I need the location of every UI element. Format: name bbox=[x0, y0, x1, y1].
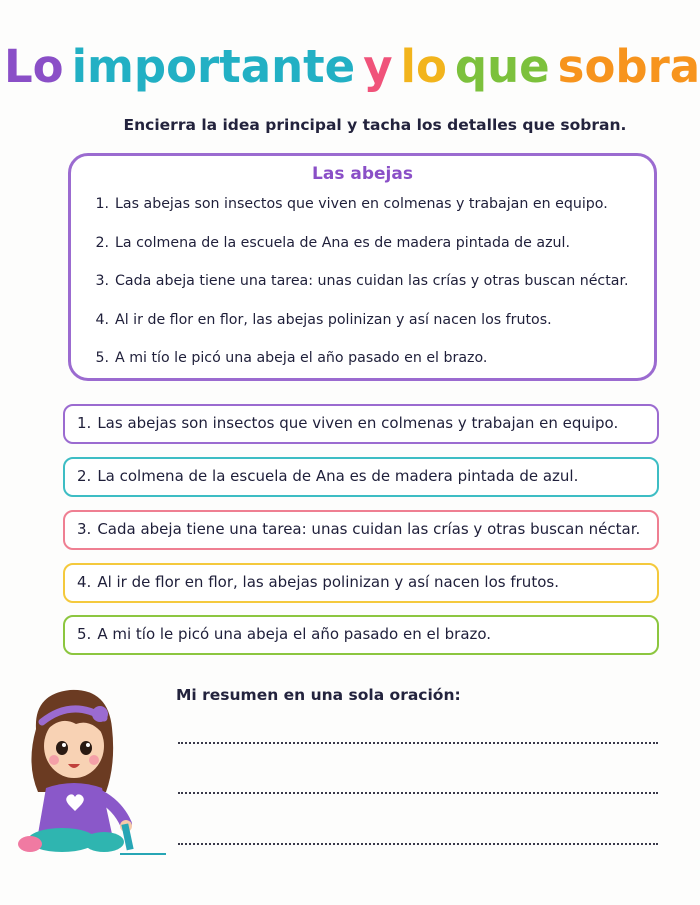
sentence-text: A mi tío le picó una abeja el año pasado en el brazo. bbox=[97, 625, 492, 643]
story-sentence bbox=[87, 192, 629, 231]
sentence-number: 5. bbox=[95, 350, 109, 366]
sentence-number: 1. bbox=[95, 196, 109, 212]
sentence-box-4[interactable] bbox=[63, 563, 659, 603]
sentence-number: 4. bbox=[95, 311, 109, 328]
sentence-number: 2. bbox=[95, 234, 109, 251]
sentence-number: 4. bbox=[77, 573, 92, 591]
sentence-text: Al ir de flor en flor, las abejas polinizan y así nacen los frutos. bbox=[97, 573, 559, 591]
sentence-text: Cada abeja tiene una tarea: unas cuidan las crías y otras buscan néctar. bbox=[97, 520, 641, 538]
summary-line-1[interactable] bbox=[178, 742, 658, 744]
sentence-number: 1. bbox=[77, 414, 92, 432]
title-word-6: sobra bbox=[557, 40, 700, 93]
title-word-1: Lo bbox=[4, 40, 64, 93]
sentence-number: 3. bbox=[95, 273, 109, 289]
instructions: Encierra la idea principal y tacha los detalles que sobran. bbox=[123, 116, 627, 134]
title-word-4: lo bbox=[400, 40, 447, 93]
sentence-box-3[interactable] bbox=[63, 510, 659, 550]
sentence-box-2[interactable] bbox=[63, 457, 659, 497]
sentence-number: 3. bbox=[77, 520, 92, 538]
sentence-text: A mi tío le picó una abeja el año pasado en el brazo. bbox=[115, 350, 488, 366]
sentence-text: Al ir de flor en flor, las abejas polinizan y así nacen los frutos. bbox=[115, 311, 552, 328]
sentence-box-5[interactable] bbox=[63, 615, 659, 655]
sentence-text: La colmena de la escuela de Ana es de madera pintada de azul. bbox=[97, 467, 579, 485]
sentence-number: 2. bbox=[77, 467, 92, 485]
summary-line-2[interactable] bbox=[178, 792, 658, 794]
page-title bbox=[0, 40, 700, 93]
title-word-2: importante bbox=[71, 40, 356, 93]
sentence-text: La colmena de la escuela de Ana es de madera pintada de azul. bbox=[115, 234, 570, 251]
sentence-box-1[interactable] bbox=[63, 404, 659, 444]
title-word-5: que bbox=[454, 40, 550, 93]
story-sentence bbox=[87, 346, 629, 385]
sentence-text: Cada abeja tiene una tarea: unas cuidan las crías y otras buscan néctar. bbox=[115, 273, 629, 289]
story-sentence bbox=[87, 308, 629, 347]
girl-drawing-icon bbox=[8, 684, 168, 864]
story-title: Las abejas bbox=[312, 164, 413, 184]
title-word-3: y bbox=[363, 40, 393, 93]
story-sentence-list bbox=[87, 192, 629, 385]
sentence-text: Las abejas son insectos que viven en colmenas y trabajan en equipo. bbox=[115, 196, 608, 212]
summary-line-3[interactable] bbox=[178, 843, 658, 845]
story-card bbox=[68, 153, 657, 381]
summary-label: Mi resumen en una sola oración: bbox=[176, 686, 461, 704]
sentence-number: 5. bbox=[77, 625, 92, 643]
story-sentence bbox=[87, 269, 629, 308]
sentence-text: Las abejas son insectos que viven en colmenas y trabajan en equipo. bbox=[97, 414, 619, 432]
story-sentence bbox=[87, 231, 629, 270]
